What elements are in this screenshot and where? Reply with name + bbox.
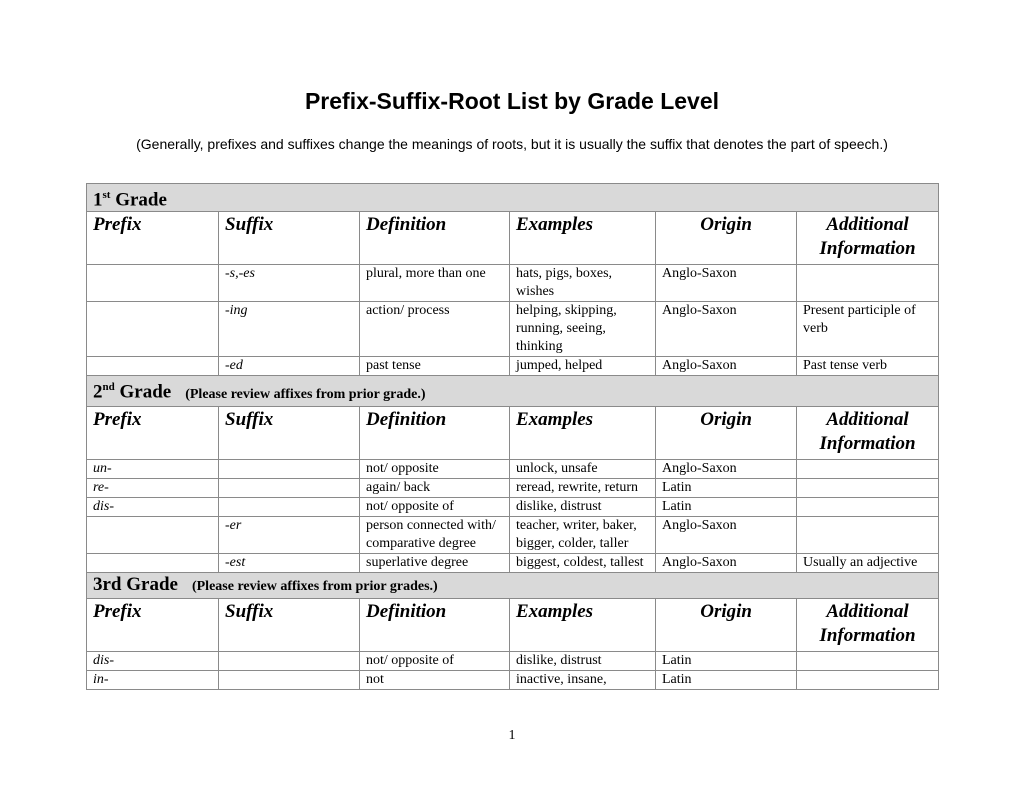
table-row: [87, 497, 939, 516]
origin-cell: Anglo-Saxon: [656, 265, 797, 302]
definition-cell: not/ opposite of: [360, 497, 510, 516]
definition-cell: superlative degree: [360, 553, 510, 572]
grade-word: Grade: [126, 573, 178, 595]
info-cell: Present participle of verb: [797, 302, 939, 357]
table-row: [87, 302, 939, 357]
info-cell: [797, 265, 939, 302]
suffix-cell: [219, 478, 360, 497]
column-header-definition: Definition: [360, 212, 510, 265]
grade-ordinal-suffix: st: [102, 189, 111, 201]
definition-cell: not: [360, 670, 510, 689]
table-row: [87, 265, 939, 302]
grade-number: 1: [93, 189, 103, 211]
examples-cell: jumped, helped: [510, 357, 656, 376]
column-header-examples: Examples: [510, 406, 656, 459]
info-cell: Usually an adjective: [797, 553, 939, 572]
column-header-definition: Definition: [360, 598, 510, 651]
grade-note: (Please review affixes from prior grade.): [185, 386, 426, 402]
grade-row: [87, 184, 939, 212]
definition-cell: past tense: [360, 357, 510, 376]
column-header-info: Additional Information: [797, 406, 939, 459]
suffix-cell: [219, 459, 360, 478]
affix-table-body: [87, 184, 939, 690]
examples-cell: hats, pigs, boxes, wishes: [510, 265, 656, 302]
grade-row: [87, 376, 939, 406]
column-header-origin: Origin: [656, 406, 797, 459]
column-header-origin: Origin: [656, 598, 797, 651]
examples-cell: reread, rewrite, return: [510, 478, 656, 497]
column-header-prefix: Prefix: [87, 406, 219, 459]
origin-cell: Latin: [656, 497, 797, 516]
affix-table: [86, 183, 939, 690]
column-header-suffix: Suffix: [219, 406, 360, 459]
definition-cell: again/ back: [360, 478, 510, 497]
table-row: [87, 651, 939, 670]
info-cell: [797, 516, 939, 553]
suffix-cell: -s,-es: [219, 265, 360, 302]
table-row: [87, 516, 939, 553]
info-cell: [797, 478, 939, 497]
examples-cell: biggest, coldest, tallest: [510, 553, 656, 572]
prefix-cell: [87, 516, 219, 553]
info-cell: Past tense verb: [797, 357, 939, 376]
examples-cell: unlock, unsafe: [510, 459, 656, 478]
grade-heading: [87, 376, 939, 406]
grade-word: Grade: [115, 189, 167, 211]
definition-cell: not/ opposite of: [360, 651, 510, 670]
definition-cell: plural, more than one: [360, 265, 510, 302]
origin-cell: Latin: [656, 478, 797, 497]
column-header-row: [87, 598, 939, 651]
suffix-cell: -er: [219, 516, 360, 553]
info-cell: [797, 497, 939, 516]
suffix-cell: -est: [219, 553, 360, 572]
suffix-cell: [219, 651, 360, 670]
column-header-prefix: Prefix: [87, 212, 219, 265]
origin-cell: Anglo-Saxon: [656, 357, 797, 376]
examples-cell: dislike, distrust: [510, 651, 656, 670]
column-header-info: Additional Information: [797, 212, 939, 265]
column-header-suffix: Suffix: [219, 212, 360, 265]
column-header-row: [87, 406, 939, 459]
grade-heading: [87, 572, 939, 598]
prefix-cell: in-: [87, 670, 219, 689]
document-subtitle: (Generally, prefixes and suffixes change the meanings of roots, but it is usually the suffix that denotes the part of speech.): [136, 136, 888, 152]
column-header-origin: Origin: [656, 212, 797, 265]
info-cell: [797, 651, 939, 670]
origin-cell: Latin: [656, 651, 797, 670]
grade-word: Grade: [119, 381, 172, 403]
grade-number: 3rd: [93, 573, 122, 595]
grade-heading: [87, 184, 939, 212]
definition-cell: not/ opposite: [360, 459, 510, 478]
prefix-cell: dis-: [87, 651, 219, 670]
prefix-cell: [87, 553, 219, 572]
column-header-definition: Definition: [360, 406, 510, 459]
suffix-cell: -ing: [219, 302, 360, 357]
column-header-examples: Examples: [510, 598, 656, 651]
grade-number: 2: [93, 381, 103, 403]
column-header-prefix: Prefix: [87, 598, 219, 651]
prefix-cell: [87, 357, 219, 376]
grade-ordinal-suffix: nd: [102, 381, 115, 394]
origin-cell: Anglo-Saxon: [656, 516, 797, 553]
table-row: [87, 670, 939, 689]
examples-cell: helping, skipping, running, seeing, thinking: [510, 302, 656, 357]
definition-cell: action/ process: [360, 302, 510, 357]
table-row: [87, 478, 939, 497]
column-header-info: Additional Information: [797, 598, 939, 651]
info-cell: [797, 459, 939, 478]
table-row: [87, 357, 939, 376]
table-row: [87, 459, 939, 478]
examples-cell: dislike, distrust: [510, 497, 656, 516]
column-header-suffix: Suffix: [219, 598, 360, 651]
prefix-cell: un-: [87, 459, 219, 478]
prefix-cell: re-: [87, 478, 219, 497]
grade-note: (Please review affixes from prior grades.): [191, 578, 438, 594]
document-title: Prefix-Suffix-Root List by Grade Level: [304, 88, 720, 114]
table-row: [87, 553, 939, 572]
suffix-cell: [219, 670, 360, 689]
prefix-cell: [87, 302, 219, 357]
prefix-cell: dis-: [87, 497, 219, 516]
suffix-cell: -ed: [219, 357, 360, 376]
grade-row: [87, 572, 939, 598]
column-header-row: [87, 212, 939, 265]
origin-cell: Latin: [656, 670, 797, 689]
origin-cell: Anglo-Saxon: [656, 553, 797, 572]
examples-cell: inactive, insane,: [510, 670, 656, 689]
definition-cell: person connected with/ comparative degree: [360, 516, 510, 553]
origin-cell: Anglo-Saxon: [656, 459, 797, 478]
suffix-cell: [219, 497, 360, 516]
column-header-examples: Examples: [510, 212, 656, 265]
prefix-cell: [87, 265, 219, 302]
page-number: 1: [508, 728, 516, 743]
origin-cell: Anglo-Saxon: [656, 302, 797, 357]
examples-cell: teacher, writer, baker, bigger, colder, taller: [510, 516, 656, 553]
info-cell: [797, 670, 939, 689]
